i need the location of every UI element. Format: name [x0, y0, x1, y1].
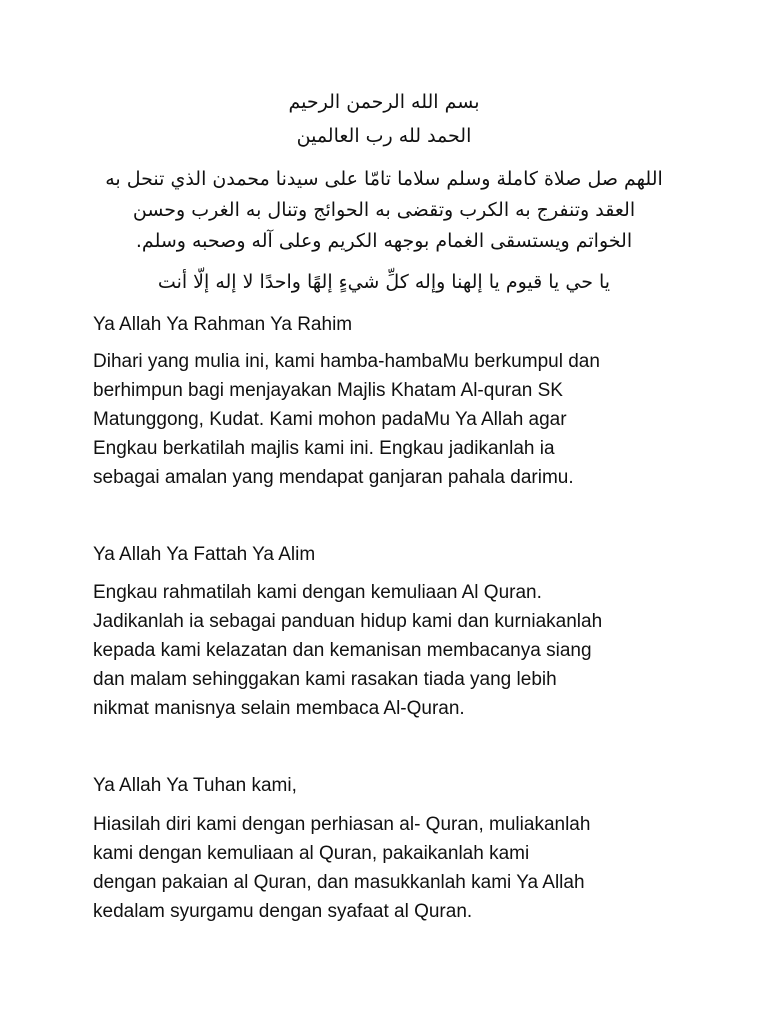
salawat-line: العقد وتنفرج به الكرب وتقضى به الحوائج وتنال به الغرب وحسن — [132, 199, 636, 221]
section-paragraph: Dihari yang mulia ini, kami hamba-hambaMu berkumpul dan berhimpun bagi menjayakan Majlis Khatam Al-quran SK Matunggong, Kudat. Kami mohon padaMu Ya Allah agar Engkau berkatilah majlis kami ini. Engkau jadikanlah ia sebagai amalan yang mendapat ganjaran pahala darimu. — [93, 351, 600, 488]
section-heading: Ya Allah Ya Rahman Ya Rahim — [93, 314, 353, 335]
section-heading: Ya Allah Ya Tuhan kami, — [93, 775, 297, 796]
dua-line — [92, 266, 676, 298]
section-paragraph: Hiasilah diri kami dengan perhiasan al- Quran, muliakanlah kami dengan kemuliaan al Quran, pakaikanlah kami dengan pakaian al Quran, dan masukkanlah kami Ya Allah kedalam syurgamu dengan syafaat al Quran. — [93, 814, 591, 922]
hamdalah: الحمد لله رب العالمين — [296, 125, 472, 147]
basmala: بسم الله الرحمن الرحيم — [288, 91, 480, 113]
salawat-line: اللهم صل صلاة كاملة وسلم سلاما تامّا على سيدنا محمدن الذي تنحل به — [105, 168, 663, 190]
dua-text: يا حي يا قيوم يا إلهنا وإله كلِّ شيءٍ إلهًا واحدًا لا إله إلّا أنت — [157, 271, 611, 293]
section-paragraph: Engkau rahmatilah kami dengan kemuliaan Al Quran. Jadikanlah ia sebagai panduan hidup kami dan kurniakanlah kepada kami kelazatan dan kemanisan membacanya siang dan malam sehinggakan kami rasakan tiada yang lebih nikmat manisnya selain membaca Al-Quran. — [93, 582, 603, 719]
salawat-paragraph — [92, 164, 676, 257]
arabic-opening — [92, 86, 676, 152]
section-heading: Ya Allah Ya Fattah Ya Alim — [93, 544, 316, 565]
salawat-line: الخواتم ويستسقى الغمام بوجهه الكريم وعلى آله وصحبه وسلم. — [135, 230, 633, 252]
